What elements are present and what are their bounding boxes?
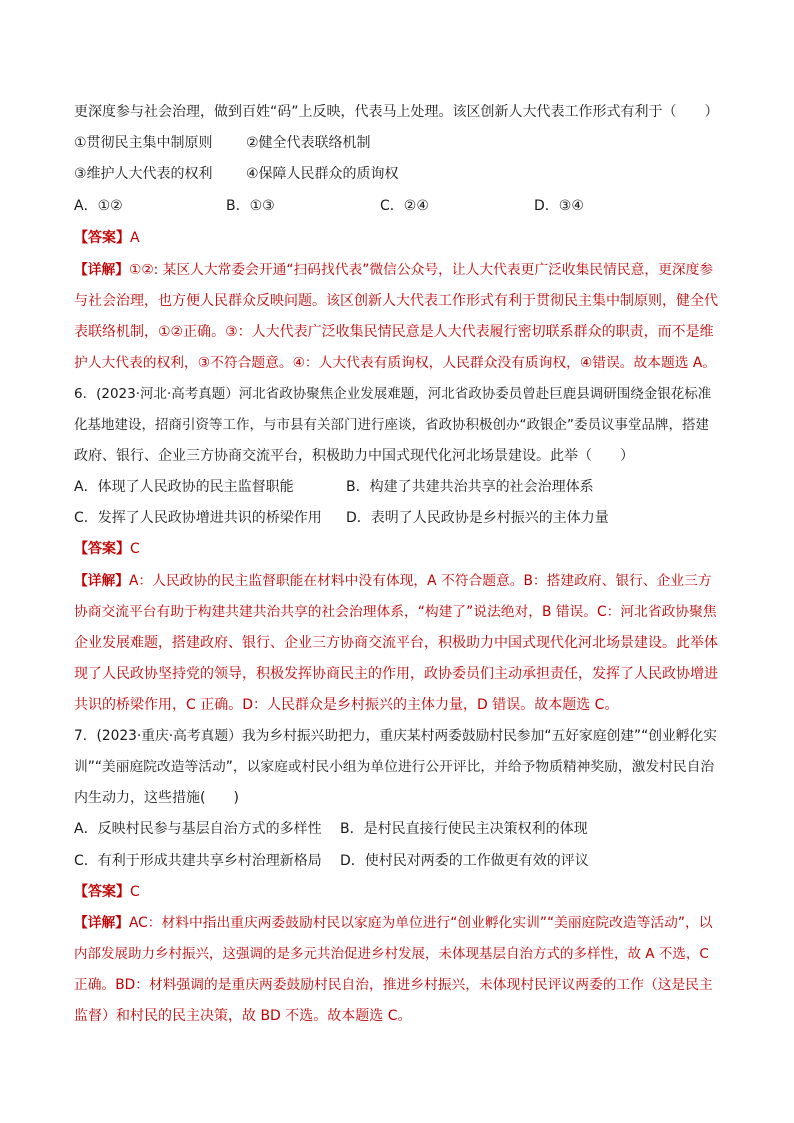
- q5-detail-line-3: 表联络机制，①②正确。③：人大代表广泛收集民情民意是人大代表履行密切联系群众的职责，而不是维: [74, 324, 714, 340]
- q6-detail-label: 【详解】: [74, 573, 130, 589]
- q7-detail-line-2: 内部发展助力乡村振兴，这强调的是多元共治促进乡村发展，未体现基层自治方式的多样性，故 A 不选，C: [74, 946, 709, 962]
- q5-answer: [74, 228, 140, 248]
- q5-answer-label: 【答案】: [74, 230, 130, 246]
- q7-option-a: A．反映村民参与基层自治方式的多样性: [74, 821, 322, 837]
- q5-option-d: D．③④: [534, 198, 584, 214]
- q6-option-a: A．体现了人民政协的民主监督职能: [74, 479, 294, 495]
- q6-answer-label: 【答案】: [74, 541, 130, 557]
- q7-option-d: D．使村民对两委的工作做更有效的评议: [340, 853, 589, 869]
- q5-item-3: ③维护人大代表的权利: [74, 166, 213, 182]
- q6-detail-line-1: 【详解】A：人民政协的民主监督职能在材料中没有体现，A 不符合题意。B：搭建政府、银行、企业三方: [74, 573, 712, 589]
- q6-stem-line-2: 化基地建设，招商引资等工作，与市县有关部门进行座谈，省政协积极创办“政银企”委员议事堂品牌，搭建: [74, 417, 709, 433]
- q5-detail-line-4: 护人大代表的权利，③不符合题意。④：人大代表有质询权，人民群众没有质询权，④错误。故本题选 A。: [74, 355, 717, 371]
- q5-option-b: B．①③: [226, 198, 275, 214]
- q7-stem-line-3: 内生动力，这些措施( ): [74, 790, 239, 806]
- q7-option-c: C．有利于形成共建共享乡村治理新格局: [74, 853, 322, 869]
- q6-detail-line-3: 企业发展难题，搭建政府、银行、企业三方协商交流平台，积极助力中国式现代化河北场景建设。此举体: [74, 635, 718, 651]
- q7-stem-line-1: 7．(2023·重庆·高考真题）我为乡村振兴助把力，重庆某村两委鼓励村民参加“五好家庭创建”“创业孵化实: [74, 728, 717, 744]
- q7-answer: [74, 882, 140, 902]
- q5-detail-line-2: 与社会治理，也方便人民群众反映问题。该区创新人大代表工作形式有利于贯彻民主集中制原则，健全代: [74, 293, 718, 309]
- q7-detail-line-4: 监督）和村民的民主决策，故 BD 不选。故本题选 C。: [74, 1008, 412, 1024]
- q6-answer-value: C: [130, 541, 140, 557]
- q5-stem-tail: 更深度参与社会治理，做到百姓“码”上反映，代表马上处理。该区创新人大代表工作形式有利于（ ）: [74, 104, 719, 120]
- q6-stem-line-1: 6．(2023·河北·高考真题）河北省政协聚焦企业发展难题，河北省政协委员曾赴巨鹿县调研围绕金银花标准: [74, 386, 712, 402]
- q5-answer-value: A: [130, 230, 140, 246]
- q7-answer-label: 【答案】: [74, 884, 130, 900]
- q6-stem-line-3: 政府、银行、企业三方协商交流平台，积极助力中国式现代化河北场景建设。此举（ ）: [74, 448, 634, 464]
- q7-detail-line-3: 正确。BD：材料强调的是重庆两委鼓励村民自治，推进乡村振兴，未体现村民评议两委的工作（这是民主: [74, 977, 713, 993]
- q7-answer-value: C: [130, 884, 140, 900]
- q5-detail-label: 【详解】: [74, 262, 130, 278]
- q7-stem-line-2: 训”“美丽庭院改造等活动”，以家庭或村民小组为单位进行公开评比，并给予物质精神奖励，激发村民自治: [74, 759, 715, 775]
- q6-option-b: B．构建了共建共治共享的社会治理体系: [346, 479, 594, 495]
- q7-detail-label: 【详解】: [74, 915, 130, 931]
- q6-option-d: D．表明了人民政协是乡村振兴的主体力量: [346, 510, 609, 526]
- q5-item-2: ②健全代表联络机制: [246, 135, 371, 151]
- q5-detail-line-1: 【详解】①②: 某区人大常委会开通“扫码找代表”微信公众号，让人大代表更广泛收集民情民意，更深度参: [74, 262, 714, 278]
- q7-detail-line-1: 【详解】AC：材料中指出重庆两委鼓励村民以家庭为单位进行“创业孵化实训”“美丽庭院改造等活动”，以: [74, 915, 713, 931]
- q5-option-c: C．②④: [380, 198, 429, 214]
- q7-option-b: B．是村民直接行使民主决策权利的体现: [340, 821, 588, 837]
- q5-option-a: A．①②: [74, 198, 123, 214]
- q5-item-1: ①贯彻民主集中制原则: [74, 135, 213, 151]
- q6-detail-line-4: 现了人民政协坚持党的领导，积极发挥协商民主的作用，政协委员们主动承担责任，发挥了人民政协增进: [74, 666, 718, 682]
- q5-item-4: ④保障人民群众的质询权: [246, 166, 399, 182]
- q6-option-c: C．发挥了人民政协增进共识的桥梁作用: [74, 510, 322, 526]
- q6-answer: [74, 539, 140, 559]
- q6-detail-line-2: 协商交流平台有助于构建共建共治共享的社会治理体系，“构建了”说法绝对，B 错误。C：河北省政协聚焦: [74, 604, 717, 620]
- q6-detail-line-5: 共识的桥梁作用，C 正确。D：人民群众是乡村振兴的主体力量，D 错误。故本题选 C。: [74, 697, 619, 713]
